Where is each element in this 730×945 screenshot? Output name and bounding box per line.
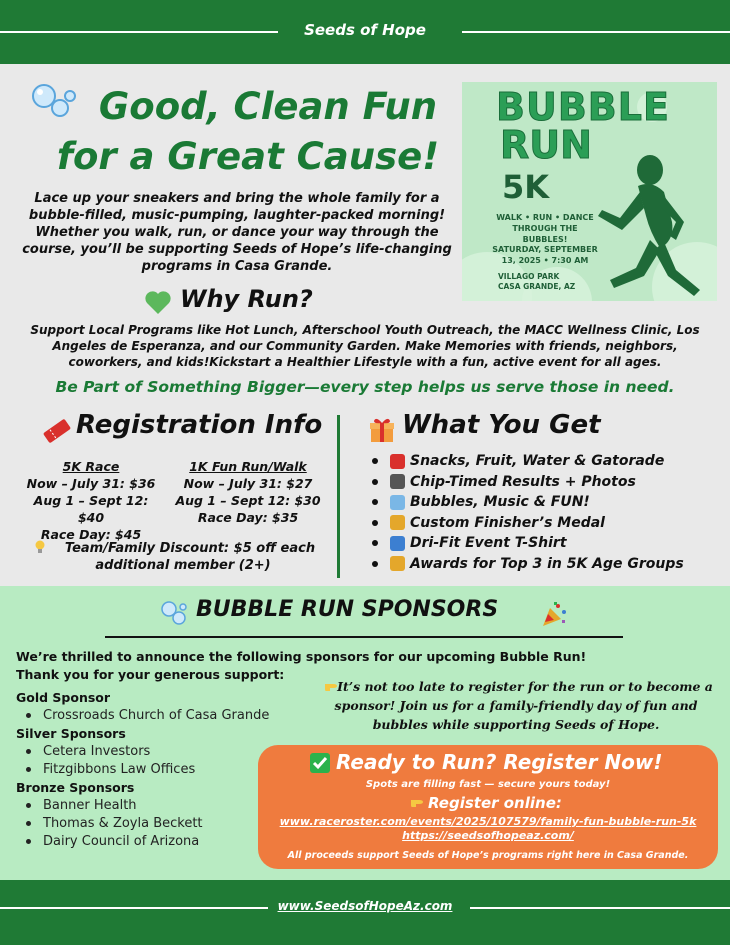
poster-distance: 5K <box>502 168 550 206</box>
proceeds-note: All proceeds support Seeds of Hope’s programs right here in Casa Grande. <box>287 850 689 861</box>
benefit-item <box>372 472 722 493</box>
benefit-item <box>372 533 722 554</box>
apple-icon <box>390 454 405 469</box>
benefits-list <box>372 451 722 574</box>
poster-city: CASA GRANDE, AZ <box>498 282 576 291</box>
seedsofhope-link[interactable]: https://seedsofhopeaz.com/ <box>402 829 574 842</box>
team-discount-text: Team/Family Discount: $5 off each additional member (2+) <box>64 541 316 573</box>
late-registration-text: It’s not too late to register for the run or to become a sponsor! Join us for a family-friendly day of fun and bubbles while supporting Seeds of Hope. <box>334 679 713 732</box>
price-row: Now – July 31: $36 <box>26 476 156 491</box>
bronze-sponsor-label: Bronze Sponsors <box>16 780 135 795</box>
gold-sponsor-label: Gold Sponsor <box>16 690 111 705</box>
benefit-item <box>372 554 722 575</box>
poster-date-line1: SATURDAY, SEPTEMBER <box>492 245 598 254</box>
late-registration-note <box>306 677 726 734</box>
bullet-dot <box>372 561 378 567</box>
checkmark-icon <box>310 753 330 773</box>
sponsor-name: Fitzgibbons Law Offices <box>26 762 195 777</box>
poster-title-run: RUN <box>500 123 592 167</box>
bullet-dot <box>372 520 378 526</box>
header-bar <box>0 0 730 64</box>
medal-icon <box>390 515 405 530</box>
headline <box>28 82 468 182</box>
why-run-tagline: Be Part of Something Bigger—every step helps us serve those in need. <box>55 378 675 396</box>
bullet-dot <box>372 479 378 485</box>
header-title: Seeds of Hope <box>304 21 426 39</box>
runner-silhouette-icon <box>580 152 710 300</box>
registration-title: Registration Info <box>76 410 323 440</box>
intro-text: Lace up your sneakers and bring the whole family for a bubble-filled, music-pumping, laughter-packed morning! Whether you walk, run, or dance your way through the course, you’ll be supporting Seeds of Hope’s life-changing programs in Casa Grande. <box>22 191 452 274</box>
sponsors-intro-line2: Thank you for your generous support: <box>16 667 285 682</box>
bubbles-icon <box>160 600 188 626</box>
sponsors-intro-line1: We’re thrilled to announce the following sponsors for our upcoming Bubble Run! <box>16 649 587 664</box>
why-run-title: Why Run? <box>180 285 313 313</box>
gift-icon <box>368 416 396 444</box>
benefit-text: Chip-Timed Results + Photos <box>410 473 636 490</box>
party-popper-icon <box>540 600 568 628</box>
sponsors-title: BUBBLE RUN SPONSORS <box>196 597 499 622</box>
bullet-dot <box>372 458 378 464</box>
price-row: Race Day: $45 <box>40 527 142 542</box>
register-subtitle: Spots are filling fast — secure yours today! <box>365 779 611 790</box>
team-discount <box>32 540 334 574</box>
bubbles-icon <box>390 495 405 510</box>
raceroster-link[interactable]: www.raceroster.com/events/2025/107579/family-fun-bubble-run-5k <box>279 815 697 828</box>
register-online-label: Register online: <box>428 794 562 812</box>
footer-bar <box>0 880 730 945</box>
price-column-5k <box>20 458 162 543</box>
sponsors-rule <box>105 636 623 638</box>
sponsor-name: Thomas & Zoyla Beckett <box>26 816 203 831</box>
column-divider <box>337 415 340 578</box>
benefit-text: Bubbles, Music & FUN! <box>410 494 590 511</box>
price-row: Race Day: $35 <box>197 510 299 525</box>
benefit-text: Dri-Fit Event T-Shirt <box>410 535 567 552</box>
benefit-item <box>372 513 722 534</box>
register-title: Ready to Run? Register Now! <box>336 750 663 774</box>
bullet-dot <box>372 499 378 505</box>
footer-website-link[interactable]: www.SeedsofHopeAz.com <box>277 899 453 913</box>
poster-location <box>498 272 575 292</box>
poster-tagline-line2: THROUGH THE BUBBLES! <box>512 224 578 244</box>
ticket-icon <box>42 418 72 444</box>
headline-line2: for a Great Cause! <box>56 135 440 178</box>
headline-line1: Good, Clean Fun <box>98 85 438 128</box>
shirt-icon <box>390 536 405 551</box>
poster-date-line2: 13, 2025 • 7:30 AM <box>501 256 589 265</box>
price-row: Now – July 31: $27 <box>183 476 313 491</box>
medal-icon <box>390 556 405 571</box>
benefit-item <box>372 492 722 513</box>
heart-icon <box>144 289 172 315</box>
price-heading-1k: 1K Fun Run/Walk <box>189 459 307 474</box>
price-row: Aug 1 – Sept 12: $30 <box>175 493 321 508</box>
sponsor-name: Crossroads Church of Casa Grande <box>26 708 269 723</box>
poster-title-bubble: BUBBLE <box>496 85 670 129</box>
price-column-1k <box>174 458 322 526</box>
sponsor-name: Dairy Council of Arizona <box>26 834 199 849</box>
sponsor-name: Cetera Investors <box>26 744 150 759</box>
benefit-text: Awards for Top 3 in 5K Age Groups <box>410 555 684 572</box>
sponsor-name: Banner Health <box>26 798 137 813</box>
what-you-get-title: What You Get <box>402 410 601 440</box>
benefit-text: Snacks, Fruit, Water & Gatorade <box>410 453 665 470</box>
benefit-item <box>372 451 722 472</box>
poster-tagline-line1: WALK • RUN • DANCE <box>496 213 594 222</box>
price-heading-5k: 5K Race <box>62 459 120 474</box>
pointing-hand-icon <box>410 796 424 808</box>
silver-sponsor-label: Silver Sponsors <box>16 726 126 741</box>
benefit-text: Custom Finisher’s Medal <box>410 514 605 531</box>
poster-venue: VILLAGO PARK <box>498 272 560 281</box>
event-poster <box>462 82 717 301</box>
price-row: Aug 1 – Sept 12: $40 <box>33 493 149 525</box>
bullet-dot <box>372 540 378 546</box>
why-run-text: Support Local Programs like Hot Lunch, Afterschool Youth Outreach, the MACC Wellness Clinic, Los Angeles de Esperanza, and our Community Garden. Make Memories with friends, neighbors, coworkers, and kids!Kickstart a Healthier Lifestyle with a fun, active event for all ages. <box>30 323 700 369</box>
camera-icon <box>390 474 405 489</box>
